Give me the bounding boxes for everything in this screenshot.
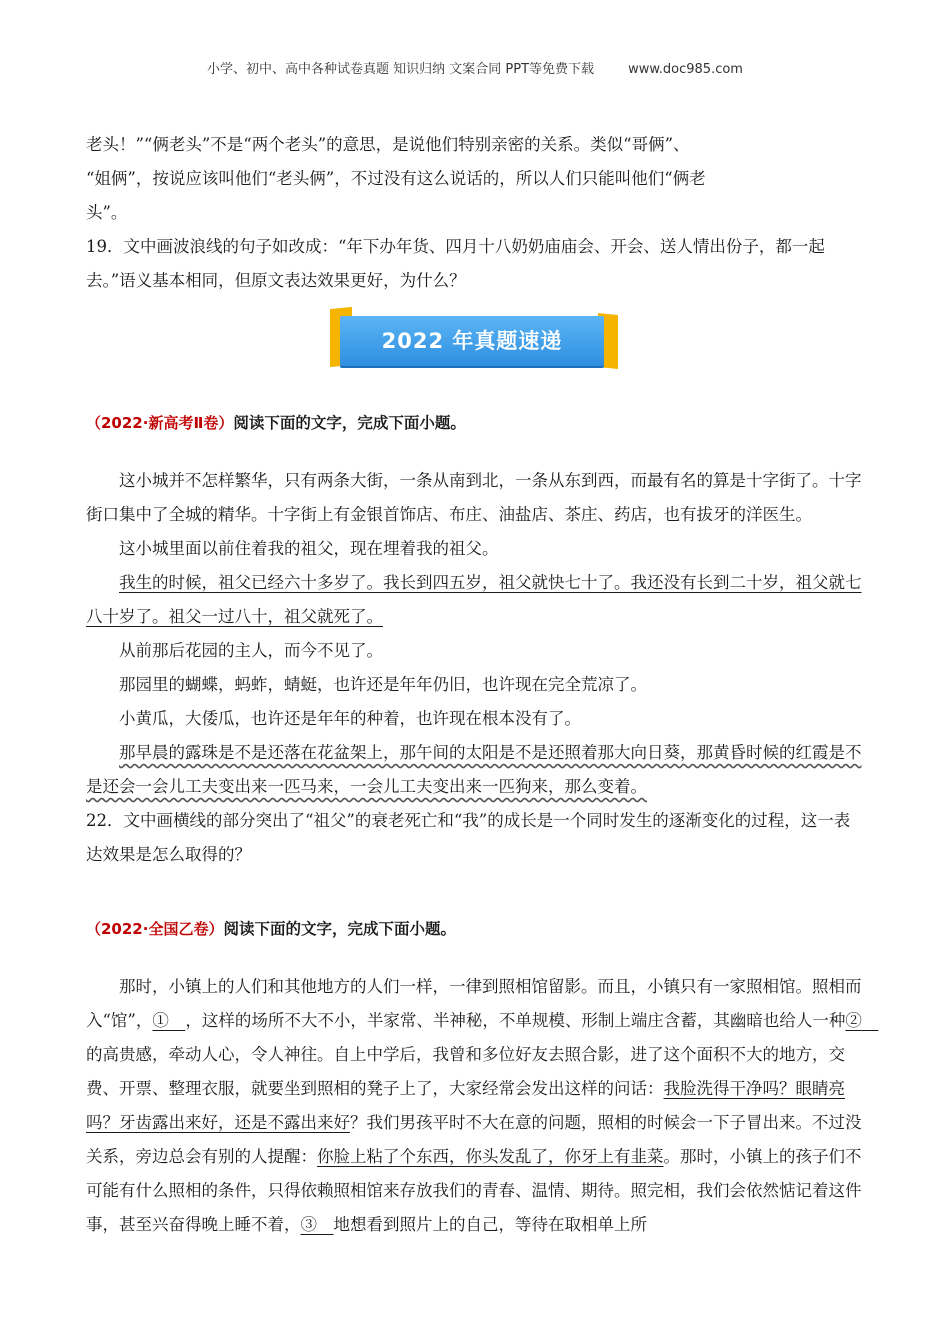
underlined-question-1: 我脸洗得干净吗？眼睛亮吗？牙齿露出来好，还是不露出来好 xyxy=(86,1079,845,1132)
header-site-url[interactable]: www.doc985.com xyxy=(628,62,743,77)
section1-underlined-text: 我生的时候，祖父已经六十多岁了。我长到四五岁，祖父就快七十了。我还没有长到二十岁，祖父就七八十岁了。祖父一过八十，祖父就死了。 xyxy=(86,573,862,626)
section1-source: （2022·新高考Ⅱ卷） xyxy=(86,414,234,432)
intro-line-1: 老头！”“俩老头”不是“两个老头”的意思，是说他们特别亲密的关系。类似“哥俩”、 xyxy=(86,135,690,154)
section2-heading xyxy=(86,912,866,946)
question-19: 19．文中画波浪线的句子如改成：“年下办年货、四月十八奶奶庙庙会、开会、送人情出份子，都一起去。”语义基本相同，但原文表达效果更好，为什么？ xyxy=(86,237,825,290)
header-site-text: 小学、初中、高中各种试卷真题 知识归纳 文案合同 PPT等免费下载 xyxy=(207,62,595,77)
underlined-question-2: 你脸上粘了个东西，你头发乱了，你牙上有韭菜 xyxy=(317,1147,664,1166)
section2-paragraph xyxy=(86,970,879,1242)
section1-paragraph-6: 小黄瓜，大倭瓜，也许还是年年的种着，也许现在根本没有了。 xyxy=(119,709,581,728)
section1-paragraph-5: 那园里的蝴蝶，蚂蚱，蜻蜓，也许还是年年仍旧，也许现在完全荒凉了。 xyxy=(119,675,647,694)
section2-instruction: 阅读下面的文字，完成下面小题。 xyxy=(223,920,456,938)
section2-seg-3: 的高贵感，牵动人心，令人神往。自上中学后，我曾和多位好友去照合影，进了这个面积不大的地方，交费、开票、整理衣服，就要坐到照相的凳子上了，大家经常会发出这样的问话： xyxy=(86,1045,845,1098)
section1-paragraph-4: 从前那后花园的主人，而今不见了。 xyxy=(119,641,383,660)
section1-heading xyxy=(86,406,866,440)
section1-paragraph-1: 这小城并不怎样繁华，只有两条大街，一条从南到北，一条从东到西，而最有名的算是十字街了。十字街口集中了全城的精华。十字街上有金银首饰店、布庄、油盐店、茶庄、药店，也有拔牙的洋医生。 xyxy=(86,471,862,524)
banner-title: 2022 年真题速递 xyxy=(381,329,563,353)
document-body xyxy=(86,128,879,1242)
question-22: 22．文中画横线的部分突出了“祖父”的衰老死亡和“我”的成长是一个同时发生的逐渐变化的过程，这一表达效果是怎么取得的？ xyxy=(86,811,851,864)
section1-instruction: 阅读下面的文字，完成下面小题。 xyxy=(233,414,466,432)
section2-seg-6: 地想看到照片上的自己，等待在取相单上所 xyxy=(333,1215,647,1234)
section1-paragraph-2: 这小城里面以前住着我的祖父，现在埋着我的祖父。 xyxy=(119,539,499,558)
section1-paragraph-7 xyxy=(86,736,866,804)
blank-1: ① xyxy=(152,1011,186,1030)
section1-paragraph-3 xyxy=(86,566,866,634)
intro-line-2: “姐俩”，按说应该叫他们“老头俩”，不过没有这么说话的，所以人们只能叫他们“俩老 xyxy=(86,169,706,188)
section2-seg-1: 那时，小镇上的人们和其他地方的人们一样，一律到照相馆留影。而且，小镇只有一家照相馆。照相而入“馆”， xyxy=(86,977,862,1030)
section1-wavy-text: 那早晨的露珠是不是还落在花盆架上，那午间的太阳是不是还照着那大向日葵，那黄昏时候的红霞是不是还会一会儿工夫变出来一匹马来，一会儿工夫变出来一匹狗来，那么变着。 xyxy=(86,743,862,796)
banner-graphic xyxy=(332,310,614,372)
intro-line-3: 头”。 xyxy=(86,203,128,222)
page-header xyxy=(0,58,950,77)
section-banner xyxy=(86,298,866,406)
blank-3: ③ xyxy=(300,1215,334,1234)
blank-2: ② xyxy=(845,1011,879,1030)
section2-seg-2: ，这样的场所不大不小，半家常、半神秘，不单规模、形制上端庄含蓄，其幽暗也给人一种 xyxy=(185,1011,846,1030)
section2-seg-4: ？我们男孩平时不大在意的问题，照相的时候会一下子冒出来。不过没关系，旁边总会有别的人提醒： xyxy=(86,1113,862,1166)
section2-seg-5: 。那时，小镇上的孩子们不可能有什么照相的条件，只得依赖照相馆来存放我们的青春、温情、期待。照完相，我们会依然惦记着这件事，甚至兴奋得晚上睡不着， xyxy=(86,1147,862,1234)
section2-source: （2022·全国乙卷） xyxy=(86,920,224,938)
